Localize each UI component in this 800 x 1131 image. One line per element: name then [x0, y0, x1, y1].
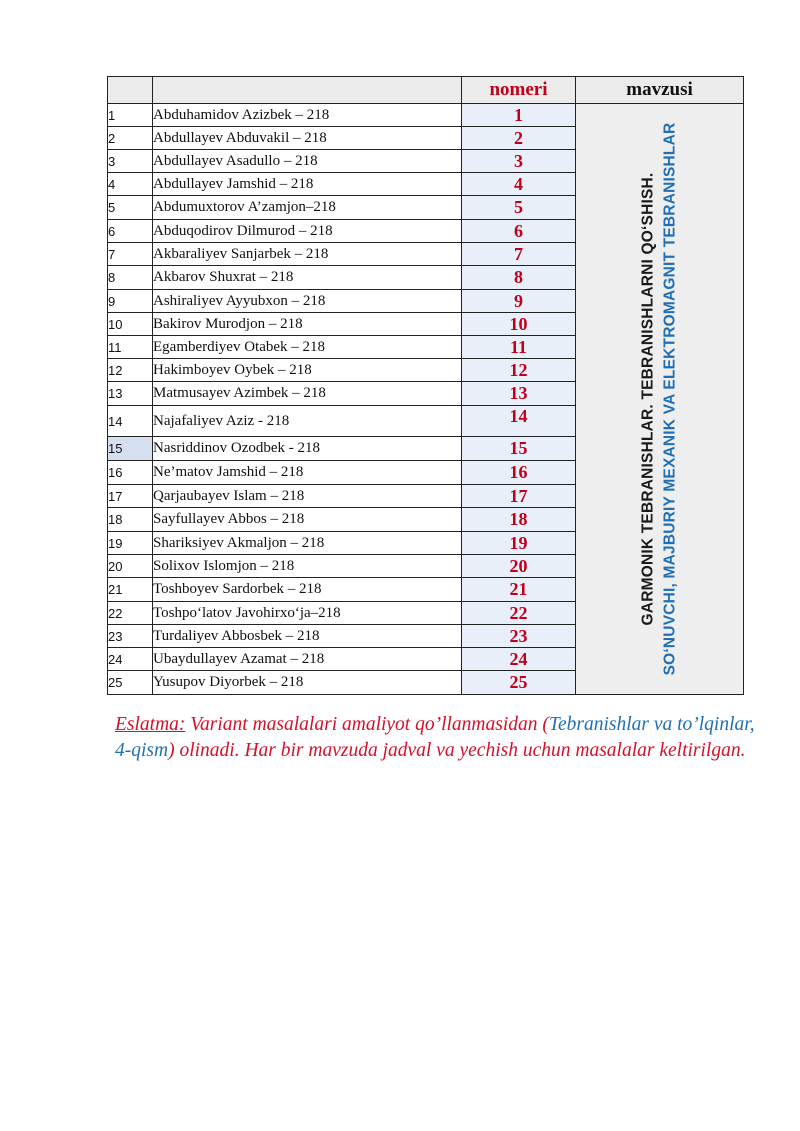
student-name: Toshboyev Sardorbek – 218 [153, 578, 462, 602]
student-name: Solixov Islomjon – 218 [153, 555, 462, 578]
student-name: Toshpo‘latov Javohirxo‘ja–218 [153, 602, 462, 625]
variant-number: 20 [462, 555, 576, 578]
variant-number: 23 [462, 625, 576, 648]
variant-number: 8 [462, 266, 576, 290]
header-number: nomeri [462, 77, 576, 104]
variant-number: 16 [462, 461, 576, 485]
variant-number: 15 [462, 437, 576, 461]
row-index: 11 [108, 336, 153, 359]
student-name: Ashiraliyev Ayyubxon – 218 [153, 290, 462, 313]
table-row [108, 104, 744, 127]
student-name: Yusupov Diyorbek – 218 [153, 671, 462, 695]
variant-number: 17 [462, 485, 576, 508]
variant-number: 9 [462, 290, 576, 313]
row-index: 3 [108, 150, 153, 173]
variant-number: 6 [462, 220, 576, 243]
variant-number: 18 [462, 508, 576, 532]
variant-number: 24 [462, 648, 576, 671]
row-index: 21 [108, 578, 153, 602]
student-name: Matmusayev Azimbek – 218 [153, 382, 462, 406]
header-index [108, 77, 153, 104]
topic-cell [576, 104, 744, 695]
row-index: 16 [108, 461, 153, 485]
row-index: 17 [108, 485, 153, 508]
table-header-row [108, 77, 744, 104]
row-index: 9 [108, 290, 153, 313]
note-paragraph [115, 712, 755, 764]
row-index: 18 [108, 508, 153, 532]
student-name: Egamberdiyev Otabek – 218 [153, 336, 462, 359]
variant-number: 2 [462, 127, 576, 150]
topic-line-1: GARMONIK TEBRANISHLAR. TEBRANISHLARNI QO‘SHISH. [639, 172, 657, 626]
variant-number: 5 [462, 196, 576, 220]
topic-rotated-text [637, 119, 682, 679]
row-index: 22 [108, 602, 153, 625]
row-index: 1 [108, 104, 153, 127]
student-name: Hakimboyev Oybek – 218 [153, 359, 462, 382]
row-index: 15 [108, 437, 153, 461]
note-book-title: Tebranishlar va to’lqinlar, 4-qism [115, 714, 755, 761]
variant-number: 25 [462, 671, 576, 695]
header-topic: mavzusi [576, 77, 744, 104]
row-index: 12 [108, 359, 153, 382]
row-index: 5 [108, 196, 153, 220]
variant-number: 19 [462, 532, 576, 555]
header-name [153, 77, 462, 104]
student-name: Nasriddinov Ozodbek - 218 [153, 437, 462, 461]
student-name: Shariksiyev Akmaljon – 218 [153, 532, 462, 555]
row-index: 4 [108, 173, 153, 196]
variant-number: 1 [462, 104, 576, 127]
row-index: 6 [108, 220, 153, 243]
student-name: Abdumuxtorov A’zamjon–218 [153, 196, 462, 220]
variant-number: 13 [462, 382, 576, 406]
variant-number: 12 [462, 359, 576, 382]
student-name: Sayfullayev Abbos – 218 [153, 508, 462, 532]
row-index: 2 [108, 127, 153, 150]
row-index: 25 [108, 671, 153, 695]
student-name: Abduqodirov Dilmurod – 218 [153, 220, 462, 243]
variant-number: 4 [462, 173, 576, 196]
student-name: Qarjaubayev Islam – 218 [153, 485, 462, 508]
variant-number: 11 [462, 336, 576, 359]
note-text-1: Variant masalalari amaliyot qo’llanmasidan ( [185, 714, 549, 735]
row-index: 20 [108, 555, 153, 578]
row-index: 13 [108, 382, 153, 406]
row-index: 19 [108, 532, 153, 555]
variant-number: 14 [462, 406, 576, 437]
variant-number: 3 [462, 150, 576, 173]
note-label: Eslatma: [115, 714, 186, 735]
student-name: Ne’matov Jamshid – 218 [153, 461, 462, 485]
topic-line-2: SO‘NUVCHI, MAJBURIY MEXANIK VA ELEKTROMAGNIT TEBRANISHLAR [661, 122, 679, 676]
row-index: 8 [108, 266, 153, 290]
student-name: Abdullayev Asadullo – 218 [153, 150, 462, 173]
row-index: 14 [108, 406, 153, 437]
student-variant-table [107, 76, 744, 695]
row-index: 24 [108, 648, 153, 671]
student-name: Abdullayev Jamshid – 218 [153, 173, 462, 196]
student-name: Bakirov Murodjon – 218 [153, 313, 462, 336]
variant-number: 10 [462, 313, 576, 336]
row-index: 7 [108, 243, 153, 266]
variant-number: 21 [462, 578, 576, 602]
variant-number: 7 [462, 243, 576, 266]
student-name: Akbaraliyev Sanjarbek – 218 [153, 243, 462, 266]
variant-number: 22 [462, 602, 576, 625]
student-name: Abdullayev Abduvakil – 218 [153, 127, 462, 150]
row-index: 10 [108, 313, 153, 336]
row-index: 23 [108, 625, 153, 648]
note-text-2: ) olinadi. Har bir mavzuda jadval va yechish uchun masalalar keltirilgan. [168, 740, 746, 761]
student-name: Ubaydullayev Azamat – 218 [153, 648, 462, 671]
student-name: Najafaliyev Aziz - 218 [153, 406, 462, 437]
student-name: Turdaliyev Abbosbek – 218 [153, 625, 462, 648]
student-name: Akbarov Shuxrat – 218 [153, 266, 462, 290]
student-name: Abduhamidov Azizbek – 218 [153, 104, 462, 127]
